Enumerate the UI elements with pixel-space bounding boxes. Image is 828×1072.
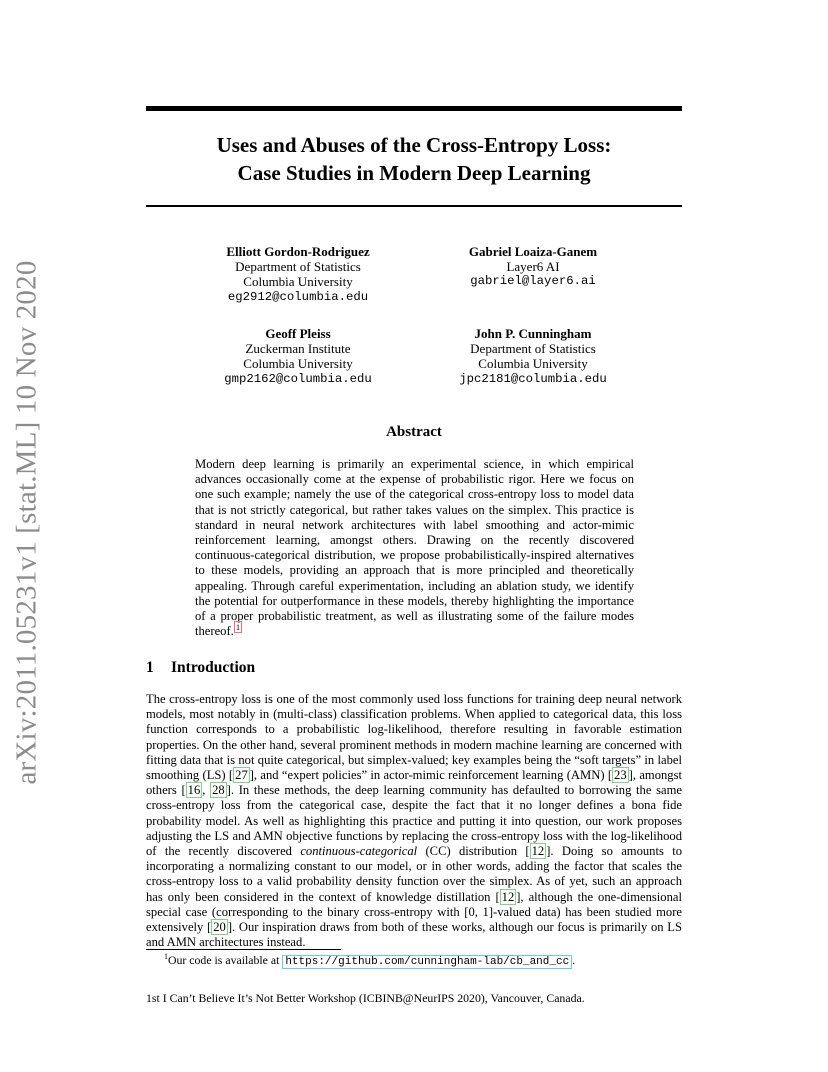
title-line-1: Uses and Abuses of the Cross-Entropy Loss: (216, 133, 612, 157)
emphasized-term: continuous-categorical (300, 844, 418, 859)
author-block-4 (403, 326, 663, 387)
workshop-footer: 1st I Can’t Believe It’s Not Better Workshop (ICBINB@NeurIPS 2020), Vancouver, Canada. (146, 991, 585, 1005)
paper-title (146, 131, 682, 187)
citation-link[interactable]: 27 (235, 768, 248, 783)
author-name: John P. Cunningham (474, 326, 592, 341)
citation-link[interactable]: 28 (212, 783, 225, 798)
abstract-heading: Abstract (386, 424, 442, 440)
citation-link[interactable]: 16 (187, 783, 201, 798)
intro-text: ]. Our inspiration draws from both of these works, although our focus is primarily on LS and AMN architectures instead. (146, 920, 682, 950)
section-title: Introduction (171, 659, 256, 676)
arxiv-identifier: arXiv:2011.05231v1 [stat.ML] 10 Nov 2020 (10, 259, 43, 785)
abstract-text (195, 457, 634, 639)
author-affiliation: Columbia University (478, 356, 588, 372)
author-affiliation: Columbia University (243, 274, 353, 290)
arxiv-stamp (2, 259, 52, 785)
author-block-1 (168, 244, 428, 305)
footnote-end: . (572, 953, 576, 967)
author-email[interactable]: gabriel@layer6.ai (470, 274, 596, 289)
footnote-text: Our code is available at (168, 953, 283, 967)
intro-text: ], although the one-dimensional special case (corresponding to the binary cross-entropy with [0, 1]-valued data) has been studied more extensively [ (146, 889, 682, 935)
title-top-rule (146, 106, 682, 111)
author-name: Gabriel Loaiza-Ganem (468, 244, 598, 259)
author-block-3 (168, 326, 428, 387)
title-line-2: Case Studies in Modern Deep Learning (237, 161, 591, 185)
citation-link[interactable]: 23 (614, 768, 627, 783)
author-affiliation: Layer6 AI (506, 259, 560, 275)
author-email[interactable]: gmp2162@columbia.edu (224, 371, 372, 386)
section-number: 1 (146, 659, 154, 676)
footnote-number: 1 (164, 952, 168, 962)
citation-separator: , (202, 783, 211, 798)
code-url-link[interactable]: https://github.com/cunningham-lab/cb_and_cc (282, 955, 572, 969)
abstract-paragraph: Modern deep learning is primarily an experimental science, in which empirical advances occasionally come at the expense of probabilistic rigor. Here we focus on one such example; namely the use of the categorical cross-entropy loss to model data that is not strictly categorical, but rather takes values on the simplex. This practice is standard in neural network architectures with label smoothing and actor-mimic reinforcement learning, amongst others. Drawing on the recently discovered continuous-categorical distribution, we propose probabilistically-inspired alternatives to these models, providing an approach that is more principled and theoretically appealing. Through careful experimentation, including an ablation study, we identify the potential for outperformance in these models, thereby highlighting the importance of a proper probabilistic treatment, as well as illustrating some of the failure modes thereof. (195, 457, 634, 639)
footnote-rule (146, 949, 341, 950)
intro-text: ]. In these methods, the deep learning community has defaulted to borrowing the same cross-entropy loss from the categorical case, despite the fact that it no longer defines a bona fide probability model. As well as highlighting this practice and putting it into question, our work proposes adjusting the LS and AMN objective functions by replacing the cross-entropy loss with the log-likelihood of the recently discovered (146, 783, 682, 859)
intro-text: (CC) distribution [ (417, 844, 530, 859)
citation-link[interactable]: 12 (501, 889, 515, 904)
footnote (164, 953, 575, 970)
author-name: Elliott Gordon-Rodriguez (226, 244, 370, 259)
author-block-2 (403, 244, 663, 290)
intro-text: ], and “expert policies” in actor-mimic reinforcement learning (AMN) [ (249, 768, 613, 783)
citation-link[interactable]: 20 (213, 920, 226, 935)
author-department: Zuckerman Institute (245, 341, 351, 357)
introduction-paragraph (146, 692, 682, 950)
title-bottom-rule (146, 205, 682, 207)
intro-text: ]. Doing so amounts to incorporating a normalizing constant to our model, or in other words, adding the factor that scales the cross-entropy loss to a valid probability density function over the simplex. As of yet, such an approach has only been considered in the context of knowledge distillation [ (146, 844, 683, 904)
intro-text: The cross-entropy loss is one of the most commonly used loss functions for training deep neural network models, most notably in (multi-class) classification problems. When applied to categorical data, this loss function corresponds to a probabilistic log-likelihood, therefore resulting in favorable estimation properties. On the other hand, several prominent methods in modern machine learning are concerned with fitting data that is not quite categorical, but simplex-valued; key examples being the “soft targets” in label smoothing (LS) [ (146, 692, 682, 783)
author-name: Geoff Pleiss (265, 326, 331, 341)
author-email[interactable]: jpc2181@columbia.edu (459, 371, 607, 386)
intro-text: ], amongst others [ (146, 768, 682, 798)
author-department: Department of Statistics (235, 259, 361, 275)
author-email[interactable]: eg2912@columbia.edu (227, 289, 369, 304)
author-affiliation: Columbia University (243, 356, 353, 372)
citation-link[interactable]: 12 (531, 844, 545, 859)
section-heading (146, 659, 255, 677)
footnote-reference-link[interactable]: 1 (235, 622, 241, 633)
author-department: Department of Statistics (470, 341, 596, 357)
